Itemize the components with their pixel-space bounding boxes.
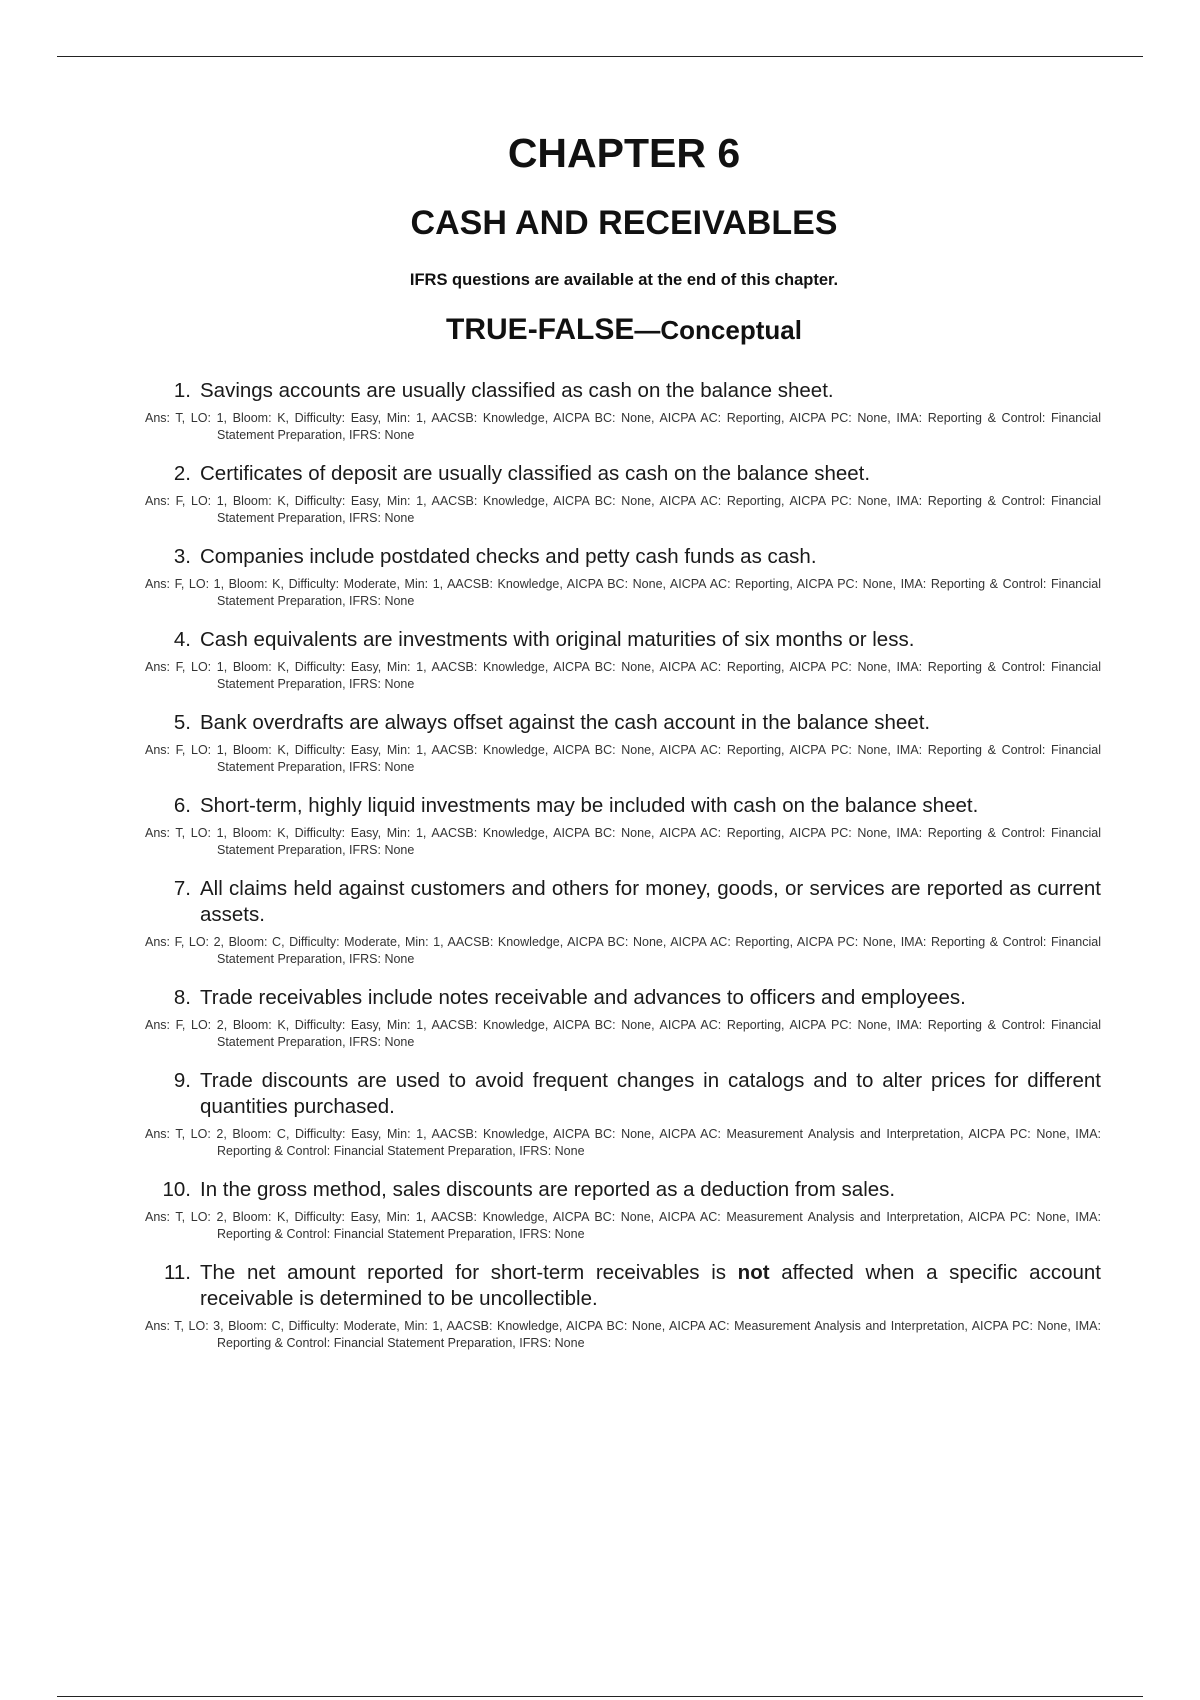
answer-metadata: Ans: T, LO: 2, Bloom: K, Difficulty: Easy, Min: 1, AACSB: Knowledge, AICPA BC: None, AICPA AC: Measurement Analysis and Interpretation, AICPA PC: None, IMA: Reporting & Control: Financial Statement Preparation, IFRS: None <box>145 1210 1101 1241</box>
answer-metadata: Ans: T, LO: 1, Bloom: K, Difficulty: Easy, Min: 1, AACSB: Knowledge, AICPA BC: None, AICPA AC: Reporting, AICPA PC: None, IMA: Reporting & Control: Financial Statement Preparation, IFRS: None <box>145 826 1101 857</box>
question-number: 1. <box>173 379 191 402</box>
question-row <box>145 544 1101 570</box>
question-item <box>145 876 1101 967</box>
question-row <box>145 627 1101 653</box>
question-text-part: Cash equivalents are investments with original maturities of six months or less. <box>200 628 915 651</box>
answer-metadata: Ans: F, LO: 1, Bloom: K, Difficulty: Easy, Min: 1, AACSB: Knowledge, AICPA BC: None, AICPA AC: Reporting, AICPA PC: None, IMA: Reporting & Control: Financial Statement Preparation, IFRS: None <box>145 660 1101 691</box>
question-item <box>145 378 1101 443</box>
question-text-part: Certificates of deposit are usually classified as cash on the balance sheet. <box>200 462 871 485</box>
section-title <box>0 313 1200 347</box>
bottom-rule <box>57 1696 1143 1697</box>
question-item <box>145 985 1101 1050</box>
answer-metadata: Ans: T, LO: 2, Bloom: C, Difficulty: Easy, Min: 1, AACSB: Knowledge, AICPA BC: None, AICPA AC: Measurement Analysis and Interpretation, AICPA PC: None, IMA: Reporting & Control: Financial Statement Preparation, IFRS: None <box>145 1127 1101 1158</box>
question-row <box>145 876 1101 928</box>
question-row <box>145 1260 1101 1312</box>
question-item <box>145 544 1101 609</box>
question-item <box>145 1177 1101 1242</box>
question-number: 5. <box>173 711 191 734</box>
question-text-part: The net amount reported for short-term receivables is <box>200 1261 738 1284</box>
question-text-part: Companies include postdated checks and petty cash funds as cash. <box>200 545 817 568</box>
question-text <box>200 378 1101 404</box>
question-number: 7. <box>173 877 191 900</box>
question-item <box>145 793 1101 858</box>
question-text <box>200 1068 1101 1120</box>
question-number: 2. <box>173 462 191 485</box>
answer-metadata: Ans: F, LO: 1, Bloom: K, Difficulty: Easy, Min: 1, AACSB: Knowledge, AICPA BC: None, AICPA AC: Reporting, AICPA PC: None, IMA: Reporting & Control: Financial Statement Preparation, IFRS: None <box>145 743 1101 774</box>
question-item <box>145 1068 1101 1159</box>
question-number: 4. <box>173 628 191 651</box>
question-text-part: affected when a specific account receivable is determined to be uncollectible. <box>200 1261 1101 1310</box>
question-text-part: Trade discounts are used to avoid frequent changes in catalogs and to alter prices for different quantities purchased. <box>200 1069 1101 1118</box>
question-text <box>200 710 1101 736</box>
question-row <box>145 985 1101 1011</box>
question-number: 11. <box>164 1261 191 1284</box>
question-text <box>200 876 1101 928</box>
question-text <box>200 544 1101 570</box>
answer-metadata: Ans: F, LO: 1, Bloom: K, Difficulty: Moderate, Min: 1, AACSB: Knowledge, AICPA BC: None, AICPA AC: Reporting, AICPA PC: None, IMA: Reporting & Control: Financial Statement Preparation, IFRS: None <box>145 577 1101 608</box>
question-row <box>145 1177 1101 1203</box>
question-text-part: All claims held against customers and others for money, goods, or services are reported as current assets. <box>200 877 1101 926</box>
answer-metadata: Ans: F, LO: 2, Bloom: C, Difficulty: Moderate, Min: 1, AACSB: Knowledge, AICPA BC: None, AICPA AC: Reporting, AICPA PC: None, IMA: Reporting & Control: Financial Statement Preparation, IFRS: None <box>145 935 1101 966</box>
section-title-suffix: —Conceptual <box>634 315 802 345</box>
question-text <box>200 1260 1101 1312</box>
answer-metadata: Ans: T, LO: 3, Bloom: C, Difficulty: Moderate, Min: 1, AACSB: Knowledge, AICPA BC: None, AICPA AC: Measurement Analysis and Interpretation, AICPA PC: None, IMA: Reporting & Control: Financial Statement Preparation, IFRS: None <box>145 1319 1101 1350</box>
answer-metadata: Ans: F, LO: 1, Bloom: K, Difficulty: Easy, Min: 1, AACSB: Knowledge, AICPA BC: None, AICPA AC: Reporting, AICPA PC: None, IMA: Reporting & Control: Financial Statement Preparation, IFRS: None <box>145 494 1101 525</box>
question-number: 9. <box>173 1069 191 1092</box>
chapter-subtitle: CASH AND RECEIVABLES <box>410 204 838 242</box>
section-title-main: TRUE-FALSE <box>446 313 635 346</box>
ifrs-note: IFRS questions are available at the end of this chapter. <box>409 271 839 289</box>
question-row <box>145 378 1101 404</box>
question-text <box>200 627 1101 653</box>
question-text <box>200 461 1101 487</box>
chapter-title: CHAPTER 6 <box>507 130 741 176</box>
question-text <box>200 1177 1101 1203</box>
question-item <box>145 710 1101 775</box>
question-number: 3. <box>173 545 191 568</box>
question-emphasis: not <box>737 1261 770 1284</box>
top-rule <box>57 56 1143 57</box>
question-text-part: Short-term, highly liquid investments may be included with cash on the balance sheet. <box>200 794 979 817</box>
question-item <box>145 627 1101 692</box>
question-text-part: Savings accounts are usually classified as cash on the balance sheet. <box>200 379 834 402</box>
answer-metadata: Ans: T, LO: 1, Bloom: K, Difficulty: Easy, Min: 1, AACSB: Knowledge, AICPA BC: None, AICPA AC: Reporting, AICPA PC: None, IMA: Reporting & Control: Financial Statement Preparation, IFRS: None <box>145 411 1101 442</box>
question-text-part: Trade receivables include notes receivable and advances to officers and employees. <box>200 986 966 1009</box>
question-text-part: In the gross method, sales discounts are reported as a deduction from sales. <box>200 1178 896 1201</box>
question-row <box>145 710 1101 736</box>
question-row <box>145 461 1101 487</box>
question-text <box>200 985 1101 1011</box>
question-list <box>145 378 1101 1369</box>
question-item <box>145 1260 1101 1351</box>
question-text-part: Bank overdrafts are always offset against the cash account in the balance sheet. <box>200 711 931 734</box>
question-number: 8. <box>173 986 191 1009</box>
question-row <box>145 1068 1101 1120</box>
question-number: 6. <box>173 794 191 817</box>
question-text <box>200 793 1101 819</box>
question-row <box>145 793 1101 819</box>
question-item <box>145 461 1101 526</box>
answer-metadata: Ans: F, LO: 2, Bloom: K, Difficulty: Easy, Min: 1, AACSB: Knowledge, AICPA BC: None, AICPA AC: Reporting, AICPA PC: None, IMA: Reporting & Control: Financial Statement Preparation, IFRS: None <box>145 1018 1101 1049</box>
question-number: 10. <box>162 1178 191 1201</box>
